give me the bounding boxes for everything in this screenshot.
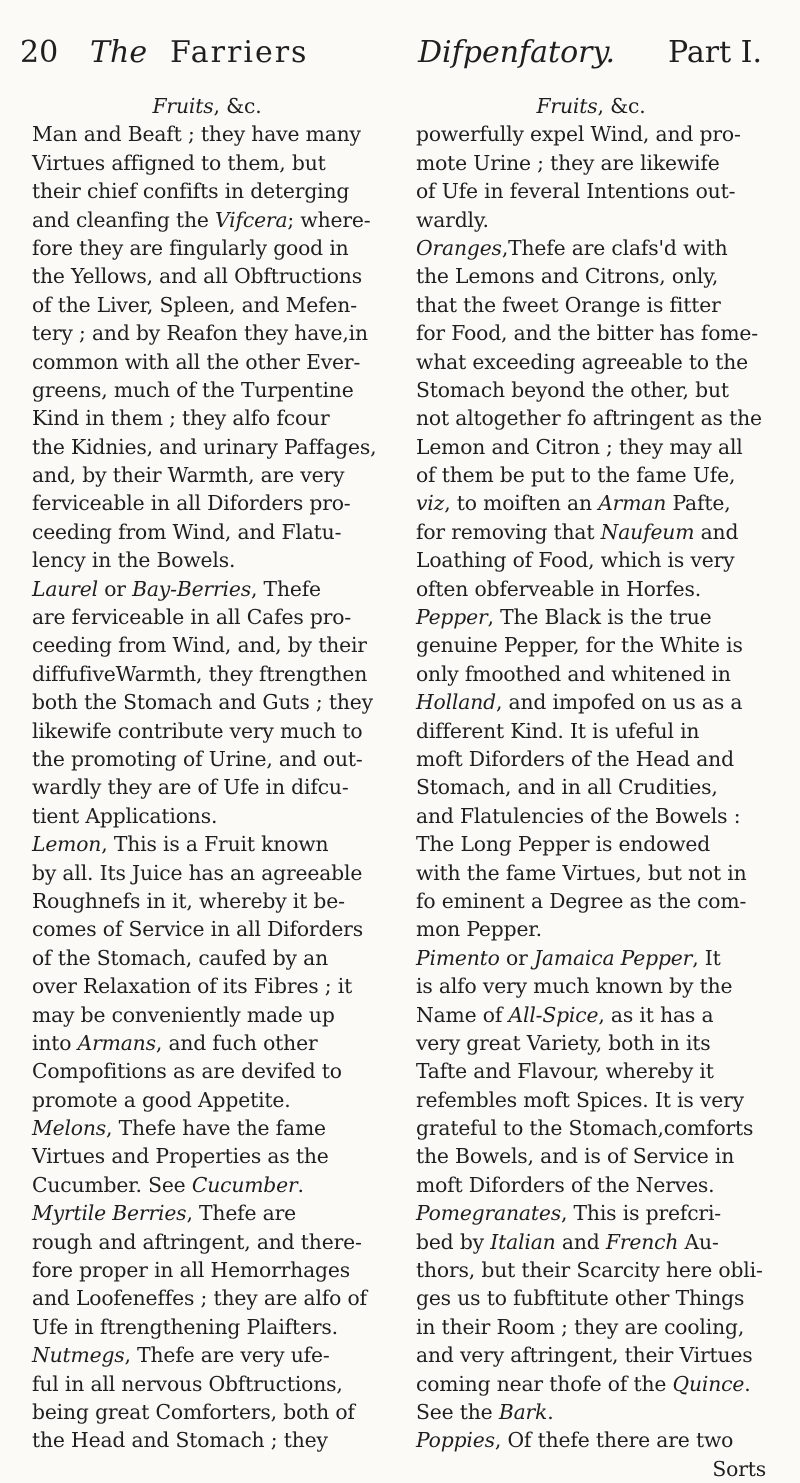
italic-run: Armans [77, 1030, 156, 1055]
right-column [416, 92, 766, 1483]
text-run: both the Stomach and Guts ; they [32, 690, 373, 715]
text-line [32, 773, 382, 801]
text-line [32, 348, 382, 376]
italic-run: Holland [416, 690, 496, 715]
text-line [32, 603, 382, 631]
text-line [416, 376, 766, 404]
text-line [32, 518, 382, 546]
text-run: coming near thofe of the [416, 1371, 673, 1396]
text-run: Virtues affigned to them, but [32, 150, 326, 175]
text-line [32, 1057, 382, 1085]
text-line [32, 1256, 382, 1284]
text-line [416, 1426, 766, 1454]
text-run: Ufe in ftrengthening Plaifters. [32, 1314, 338, 1339]
text-run: Man and Beaft ; they have many [32, 122, 361, 147]
text-run: ,Thefe are clafs'd with [501, 235, 728, 260]
text-line [416, 1114, 766, 1142]
text-run: ferviceable in all Diforders pro- [32, 491, 351, 516]
text-run: Pafte, [666, 491, 731, 516]
text-run: and Loofeneffes ; they are alfo of [32, 1286, 367, 1311]
text-run: of them be put to the fame Ufe, [416, 463, 736, 488]
text-run: only fmoothed and whitened in [416, 661, 731, 686]
italic-run: Myrtile Berries [32, 1201, 187, 1226]
text-line [32, 461, 382, 489]
text-run: different Kind. It is ufeful in [416, 718, 700, 743]
text-run: , Of thefe there are two [494, 1428, 734, 1453]
text-run: . [547, 1399, 554, 1424]
text-line [32, 433, 382, 461]
text-line [416, 92, 766, 120]
text-run: for removing that [416, 519, 601, 544]
text-line [32, 262, 382, 290]
text-run: Roughnefs in it, whereby it be- [32, 888, 345, 913]
text-run: what exceeding agreeable to the [416, 349, 749, 374]
text-line [32, 1313, 382, 1341]
text-line [32, 319, 382, 347]
text-line [416, 262, 766, 290]
text-run: and [555, 1229, 606, 1254]
text-line [32, 404, 382, 432]
text-run: , This is a Fruit known [101, 832, 329, 857]
text-line [416, 1171, 766, 1199]
text-run: that the fweet Orange is fitter [416, 292, 721, 317]
italic-run: Bay-Berries [132, 576, 251, 601]
italic-run: Lemon [32, 832, 102, 857]
text-line [416, 489, 766, 517]
italic-run: Jamaica Pepper [533, 945, 693, 970]
text-line [32, 206, 382, 234]
text-line [32, 1029, 382, 1057]
text-run: fore proper in all Hemorrhages [32, 1258, 350, 1283]
text-run: over Relaxation of its Fibres ; it [32, 974, 353, 999]
text-run: the Yellows, and all Obftructions [32, 264, 362, 289]
text-run: , as it has a [598, 1002, 714, 1027]
text-line [416, 972, 766, 1000]
text-run: genuine Pepper, for the White is [416, 633, 743, 658]
text-run: not altogether fo aftringent as the [416, 406, 762, 431]
text-run: tery ; and by Reafon they have,in [32, 321, 368, 346]
text-run: comes of Service in all Diforders [32, 917, 363, 942]
italic-run: Vifcera [215, 207, 288, 232]
text-line [416, 177, 766, 205]
italic-run: Pimento [416, 945, 500, 970]
text-run: . [297, 1172, 304, 1197]
text-run: Tafte and Flavour, whereby it [416, 1059, 714, 1084]
text-line [416, 1228, 766, 1256]
text-line [416, 234, 766, 262]
text-line [416, 859, 766, 887]
text-run: Lemon and Citron ; they may all [416, 434, 743, 459]
text-line [416, 1455, 766, 1483]
header-title-farriers: Farriers [170, 35, 309, 70]
text-run: moft Diforders of the Nerves. [416, 1172, 715, 1197]
italic-run: Pepper [416, 605, 488, 630]
text-line [32, 830, 382, 858]
text-line [32, 1284, 382, 1312]
text-run: fo eminent a Degree as the com- [416, 888, 747, 913]
text-run: mote Urine ; they are likewife [416, 150, 720, 175]
text-line [32, 745, 382, 773]
text-line [416, 887, 766, 915]
text-run: Stomach beyond the other, but [416, 377, 729, 402]
text-line [416, 575, 766, 603]
text-run: into [32, 1030, 78, 1055]
text-run: their chief confifts in deterging [32, 179, 350, 204]
text-run: fore they are fingularly good in [32, 235, 349, 260]
text-line [32, 149, 382, 177]
text-line [416, 518, 766, 546]
left-column [32, 92, 382, 1455]
text-line [416, 915, 766, 943]
text-run: and very aftringent, their Virtues [416, 1343, 753, 1368]
text-line [32, 631, 382, 659]
text-line [32, 291, 382, 319]
text-run: or [97, 576, 133, 601]
text-run: wardly they are of Ufe in difcu- [32, 775, 349, 800]
text-line [416, 1313, 766, 1341]
text-run: by all. Its Juice has an agreeable [32, 860, 363, 885]
text-run: grateful to the Stomach,comforts [416, 1116, 754, 1141]
text-line [32, 915, 382, 943]
text-line [416, 1284, 766, 1312]
text-run: in their Room ; they are cooling, [416, 1314, 745, 1339]
text-line [416, 688, 766, 716]
italic-run: Quince [672, 1371, 745, 1396]
text-run: ; where- [287, 207, 371, 232]
text-run: and Flatulencies of the Bowels : [416, 803, 741, 828]
text-run: common with all the other Ever- [32, 349, 361, 374]
text-line [416, 291, 766, 319]
header-title-dispensatory: Difpenfatory. [418, 35, 615, 70]
text-line [32, 546, 382, 574]
text-run: is alfo very much known by the [416, 974, 733, 999]
text-run: the promoting of Urine, and out- [32, 746, 363, 771]
text-line [32, 802, 382, 830]
text-run: the Kidnies, and urinary Paffages, [32, 434, 377, 459]
italic-run: French [605, 1229, 679, 1254]
text-line [32, 1398, 382, 1426]
text-line [416, 1001, 766, 1029]
text-run: Sorts [712, 1456, 766, 1481]
italic-run: Fruits [152, 94, 214, 118]
text-line [32, 1228, 382, 1256]
text-line [416, 1086, 766, 1114]
text-run: and cleanfing the [32, 207, 216, 232]
text-line [416, 433, 766, 461]
text-run: lency in the Bowels. [32, 548, 236, 573]
text-run: and [694, 519, 739, 544]
text-run: Name of [416, 1002, 509, 1027]
text-run: ceeding from Wind, and, by their [32, 633, 367, 658]
text-run: , and fuch other [155, 1030, 318, 1055]
text-run: Au- [678, 1229, 719, 1254]
text-line [32, 1114, 382, 1142]
text-line [416, 1057, 766, 1085]
italic-run: Fruits [536, 94, 598, 118]
text-run: of the Stomach, caufed by an [32, 945, 329, 970]
text-run: , Thefe are very ufe- [124, 1343, 330, 1368]
text-run: Virtues and Properties as the [32, 1144, 329, 1169]
header-title-the: The [90, 35, 148, 70]
text-run: Cucumber. See [32, 1172, 192, 1197]
text-line [416, 1142, 766, 1170]
italic-run: Italian [490, 1229, 556, 1254]
italic-run: Cucumber [191, 1172, 298, 1197]
text-line [32, 887, 382, 915]
text-line [416, 773, 766, 801]
text-run: Kind in them ; they alfo fcour [32, 406, 330, 431]
text-line [32, 92, 382, 120]
text-line [32, 660, 382, 688]
text-line [32, 1142, 382, 1170]
text-run: , to moiften an [444, 491, 599, 516]
text-run: mon Pepper. [416, 917, 542, 942]
text-run: The Long Pepper is endowed [416, 832, 711, 857]
text-run: ful in all nervous Obftructions, [32, 1371, 343, 1396]
text-run: or [499, 945, 534, 970]
italic-run: Arman [598, 491, 667, 516]
text-run: the Bowels, and is of Service in [416, 1144, 735, 1169]
italic-run: Laurel [32, 576, 98, 601]
text-line [32, 1086, 382, 1114]
text-run: , The Black is the true [487, 605, 712, 630]
running-header [18, 28, 778, 78]
text-line [416, 461, 766, 489]
text-line [416, 631, 766, 659]
text-line [416, 149, 766, 177]
text-line [416, 546, 766, 574]
text-line [416, 404, 766, 432]
text-run: See the [416, 1399, 499, 1424]
text-run: powerfully expel Wind, and pro- [416, 122, 741, 147]
text-line [32, 717, 382, 745]
text-run: ceeding from Wind, and Flatu- [32, 519, 342, 544]
text-line [416, 1370, 766, 1398]
text-line [416, 120, 766, 148]
text-line [32, 944, 382, 972]
text-run: , &c. [597, 94, 646, 118]
text-run: , and impofed on us as a [495, 690, 743, 715]
text-run: for Food, and the bitter has fome- [416, 321, 758, 346]
italic-run: All-Spice [508, 1002, 599, 1027]
text-line [32, 575, 382, 603]
text-line [416, 206, 766, 234]
text-run: with the fame Virtues, but not in [416, 860, 747, 885]
text-line [32, 234, 382, 262]
text-run: the Lemons and Citrons, only, [416, 264, 719, 289]
italic-run: Poppies [416, 1428, 495, 1453]
text-line [32, 688, 382, 716]
text-line [32, 859, 382, 887]
text-line [32, 1426, 382, 1454]
header-part: Part I. [668, 35, 763, 70]
text-line [416, 319, 766, 347]
text-run: refembles moft Spices. It is very [416, 1087, 744, 1112]
italic-run: viz [416, 491, 445, 516]
text-run: greens, much of the Turpentine [32, 377, 354, 402]
text-run: tient Applications. [32, 803, 218, 828]
text-run: diffufiveWarmth, they ftrengthen [32, 661, 368, 686]
text-run: very great Variety, both in its [416, 1030, 711, 1055]
text-run: may be conveniently made up [32, 1002, 335, 1027]
text-run: , Thefe have the fame [106, 1116, 326, 1141]
italic-run: Oranges [416, 235, 502, 260]
text-run: promote a good Appetite. [32, 1087, 291, 1112]
text-run: bed by [416, 1229, 491, 1254]
text-run: Loathing of Food, which is very [416, 548, 735, 573]
text-line [32, 1001, 382, 1029]
text-run: often obferveable in Horfes. [416, 576, 701, 601]
text-line [32, 120, 382, 148]
text-line [416, 1398, 766, 1426]
text-run: , It [692, 945, 721, 970]
text-run: of the Liver, Spleen, and Mefen- [32, 292, 357, 317]
text-line [32, 1341, 382, 1369]
text-run: of Ufe in feveral Intentions out- [416, 179, 736, 204]
text-run: and, by their Warmth, are very [32, 463, 345, 488]
italic-run: Melons [32, 1116, 107, 1141]
text-run: thors, but their Scarcity here obli- [416, 1258, 763, 1283]
text-run: are ferviceable in all Cafes pro- [32, 605, 352, 630]
text-line [32, 177, 382, 205]
text-run: the Head and Stomach ; they [32, 1428, 328, 1453]
text-line [416, 660, 766, 688]
text-line [416, 1029, 766, 1057]
text-run: moft Diforders of the Head and [416, 746, 734, 771]
text-line [416, 603, 766, 631]
italic-run: Naufeum [600, 519, 695, 544]
text-run: likewife contribute very much to [32, 718, 363, 743]
text-run: Compofitions as are devifed to [32, 1059, 342, 1084]
text-run: wardly. [416, 207, 489, 232]
text-line [416, 1256, 766, 1284]
text-line [32, 376, 382, 404]
text-run: , Thefe are [186, 1201, 297, 1226]
text-line [416, 802, 766, 830]
italic-run: Nutmegs [32, 1343, 125, 1368]
text-line [32, 1171, 382, 1199]
text-line [416, 830, 766, 858]
text-run: , Thefe [250, 576, 321, 601]
text-run: rough and aftringent, and there- [32, 1229, 362, 1254]
text-run: ges us to fubftitute other Things [416, 1286, 745, 1311]
text-line [32, 972, 382, 1000]
italic-run: Bark [498, 1399, 548, 1424]
text-line [416, 717, 766, 745]
page-number: 20 [20, 35, 59, 70]
text-line [32, 1199, 382, 1227]
text-run: Stomach, and in all Crudities, [416, 775, 718, 800]
text-line [416, 1199, 766, 1227]
text-run: . [744, 1371, 751, 1396]
text-run: , &c. [213, 94, 262, 118]
text-line [416, 944, 766, 972]
text-line [416, 1341, 766, 1369]
text-run: , This is prefcri- [560, 1201, 721, 1226]
italic-run: Pomegranates [416, 1201, 561, 1226]
text-line [416, 745, 766, 773]
text-line [416, 348, 766, 376]
text-line [32, 1370, 382, 1398]
text-run: being great Comforters, both of [32, 1399, 355, 1424]
text-line [32, 489, 382, 517]
